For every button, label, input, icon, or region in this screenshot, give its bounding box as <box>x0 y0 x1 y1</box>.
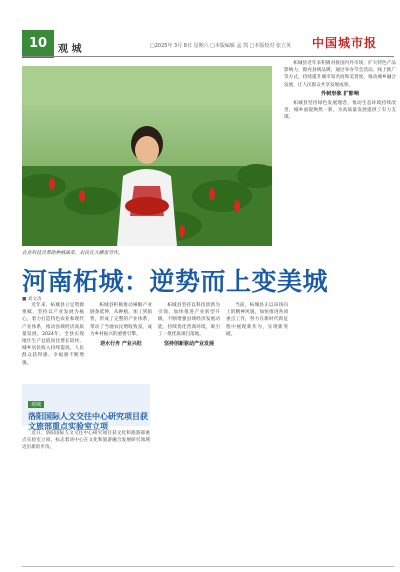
mid-heading-2: 坚持创新驱动产业发展 <box>163 341 214 348</box>
section-label: 观 城 <box>58 44 82 55</box>
right-column-body-2: 柘城县坚持绿色发展理念，推动生态环境持续改善，城乡面貌焕然一新，为高质量发展提供了有力支撑。 <box>284 101 396 121</box>
issue-info: □2025年 3月 8日 星期六 □本版编辑 孟 凯 □本版校对 张立英 <box>150 43 291 49</box>
sidebar-news <box>28 391 148 432</box>
right-column <box>284 60 396 122</box>
photo-caption: 农业科技员帮助种植蔬菜，农民在大棚里劳作。 <box>22 251 123 256</box>
column-c-body: 柘城县坚持以科技创新为引领，加快推进产业转型升级，不断增强县域经济发展动能，持续优化营商环境，吸引了一批优质项目落地。 <box>158 303 220 337</box>
main-headline: 河南柘城：逆势而上变美城 <box>22 267 329 296</box>
masthead-logo: 中国城市报 <box>312 36 378 50</box>
farm-photo-image <box>22 66 272 246</box>
column-d-body: 当前，柘城县正以昂扬向上的精神风貌，加快推进各项重点工作，努力在新时代新征程中展现新作为，实现新突破。 <box>226 303 288 337</box>
header-rule <box>22 56 394 57</box>
text-column-d <box>226 302 288 564</box>
column-b-body: 柘城县积极推动辣椒产业链条延伸，从种植、加工到销售，形成了完整的产业体系，带动了当地农民增收致富，成为乡村振兴的重要引擎。 <box>90 303 152 337</box>
sidebar-body: 近日，洛阳国际人文交往中心研究项目获文化和旅游部重点实验室立项，标志着该中心在文化和旅游融合发展研究领域迈出新的步伐。 <box>22 431 150 451</box>
sidebar-title: 洛阳国际人文交往中心研究项目获文旅部重点实验室立项 <box>28 412 148 431</box>
page-number: 10 <box>22 30 54 58</box>
byline: ■ 刘文涛 <box>22 297 42 302</box>
page-header <box>0 0 400 55</box>
right-subhead: 外树形象 扩影响 <box>320 90 360 97</box>
text-column-c <box>158 302 220 564</box>
column-a-body: 近年来，柘城县立足资源禀赋，坚持以产业发展为核心，着力打造特色农业和现代产业体系，推动县域经济高质量发展。2024年，全县实现地区生产总值同比增长较快，城乡居民收入持续提高，人民群众获得感、幸福感不断增强。 <box>22 303 84 366</box>
mid-heading: 逆水行舟 产业兴旺 <box>100 341 142 348</box>
lead-photo <box>22 66 272 246</box>
sidebar-body-column <box>22 430 150 562</box>
right-column-body: 柘城县近年来积极对接国内外市场，扩大特色产品影响力，擦亮县域品牌，通过举办节会活动、线上推广等方式，持续提升城市知名度和美誉度，推动城乡融合发展，让人民群众共享发展成果。 <box>284 61 396 88</box>
sidebar-tag: 观城 <box>28 401 44 408</box>
bottom-rule <box>22 566 394 567</box>
